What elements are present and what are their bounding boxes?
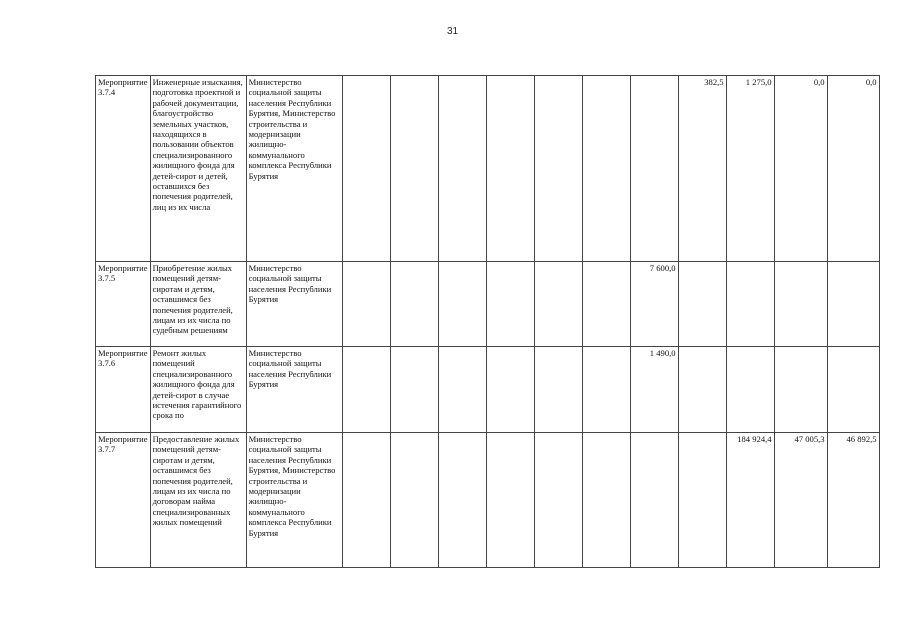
value-cell: 46 892,5 — [827, 433, 879, 568]
value-cell — [726, 347, 774, 433]
value-cell: 0,0 — [827, 76, 879, 262]
value-cell — [582, 433, 630, 568]
measure-code: Мероприятие 3.7.6 — [96, 347, 151, 433]
measure-executor: Министерство социальной защиты населения Республики Бурятия — [246, 262, 342, 347]
value-cell — [486, 433, 534, 568]
value-cell — [486, 76, 534, 262]
value-cell — [438, 347, 486, 433]
value-cell — [390, 347, 438, 433]
measure-executor: Министерство социальной защиты населения Республики Бурятия, Министерство строительства и модернизации жилищно-коммунального комплекса Республики Бурятия — [246, 76, 342, 262]
value-cell — [582, 76, 630, 262]
value-cell — [486, 347, 534, 433]
value-cell — [630, 433, 678, 568]
value-cell — [534, 433, 582, 568]
measure-name: Инженерные изыскания, подготовка проектной и рабочей документации, благоустройство земельных участков, находящихся в пользовании объектов специализированного жилищного фонда для детей-сирот и детей, оставшихся без попечения родителей, лиц из их числа — [150, 76, 246, 262]
value-cell — [678, 347, 726, 433]
value-cell — [774, 262, 827, 347]
value-cell — [342, 76, 390, 262]
value-cell — [827, 262, 879, 347]
value-cell: 382,5 — [678, 76, 726, 262]
value-cell — [342, 433, 390, 568]
value-cell — [827, 347, 879, 433]
measure-name: Ремонт жилых помещений специализированного жилищного фонда для детей-сирот в случае истечения гарантийного срока по — [150, 347, 246, 433]
value-cell — [582, 347, 630, 433]
value-cell — [630, 76, 678, 262]
table-row — [96, 347, 880, 433]
value-cell — [390, 433, 438, 568]
measure-executor: Министерство социальной защиты населения Республики Бурятия — [246, 347, 342, 433]
table-row — [96, 433, 880, 568]
value-cell — [534, 347, 582, 433]
value-cell — [438, 262, 486, 347]
table-row — [96, 262, 880, 347]
value-cell — [390, 262, 438, 347]
value-cell — [486, 262, 534, 347]
measure-name: Предоставление жилых помещений детям-сиротам и детям, оставшимся без попечения родителей, лицам из их числа по договорам найма специализированных жилых помещений — [150, 433, 246, 568]
value-cell — [534, 76, 582, 262]
table-row — [96, 76, 880, 262]
value-cell: 47 005,3 — [774, 433, 827, 568]
value-cell — [342, 347, 390, 433]
measure-name: Приобретение жилых помещений детям-сиротам и детям, оставшимся без попечения родителей, лицам из их числа по судебным решениям — [150, 262, 246, 347]
value-cell: 1 275,0 — [726, 76, 774, 262]
value-cell — [534, 262, 582, 347]
measure-executor: Министерство социальной защиты населения Республики Бурятия, Министерство строительства и модернизации жилищно-коммунального комплекса Республики Бурятия — [246, 433, 342, 568]
value-cell — [582, 262, 630, 347]
value-cell — [438, 76, 486, 262]
value-cell — [678, 262, 726, 347]
measure-code: Мероприятие 3.7.7 — [96, 433, 151, 568]
value-cell — [390, 76, 438, 262]
value-cell — [678, 433, 726, 568]
value-cell: 1 490,0 — [630, 347, 678, 433]
page-number: 31 — [446, 26, 459, 37]
value-cell — [342, 262, 390, 347]
measure-code: Мероприятие 3.7.4 — [96, 76, 151, 262]
value-cell — [726, 262, 774, 347]
value-cell — [438, 433, 486, 568]
measure-code: Мероприятие 3.7.5 — [96, 262, 151, 347]
value-cell: 0,0 — [774, 76, 827, 262]
value-cell — [774, 347, 827, 433]
measures-table — [95, 75, 880, 568]
value-cell: 7 600,0 — [630, 262, 678, 347]
value-cell: 184 924,4 — [726, 433, 774, 568]
